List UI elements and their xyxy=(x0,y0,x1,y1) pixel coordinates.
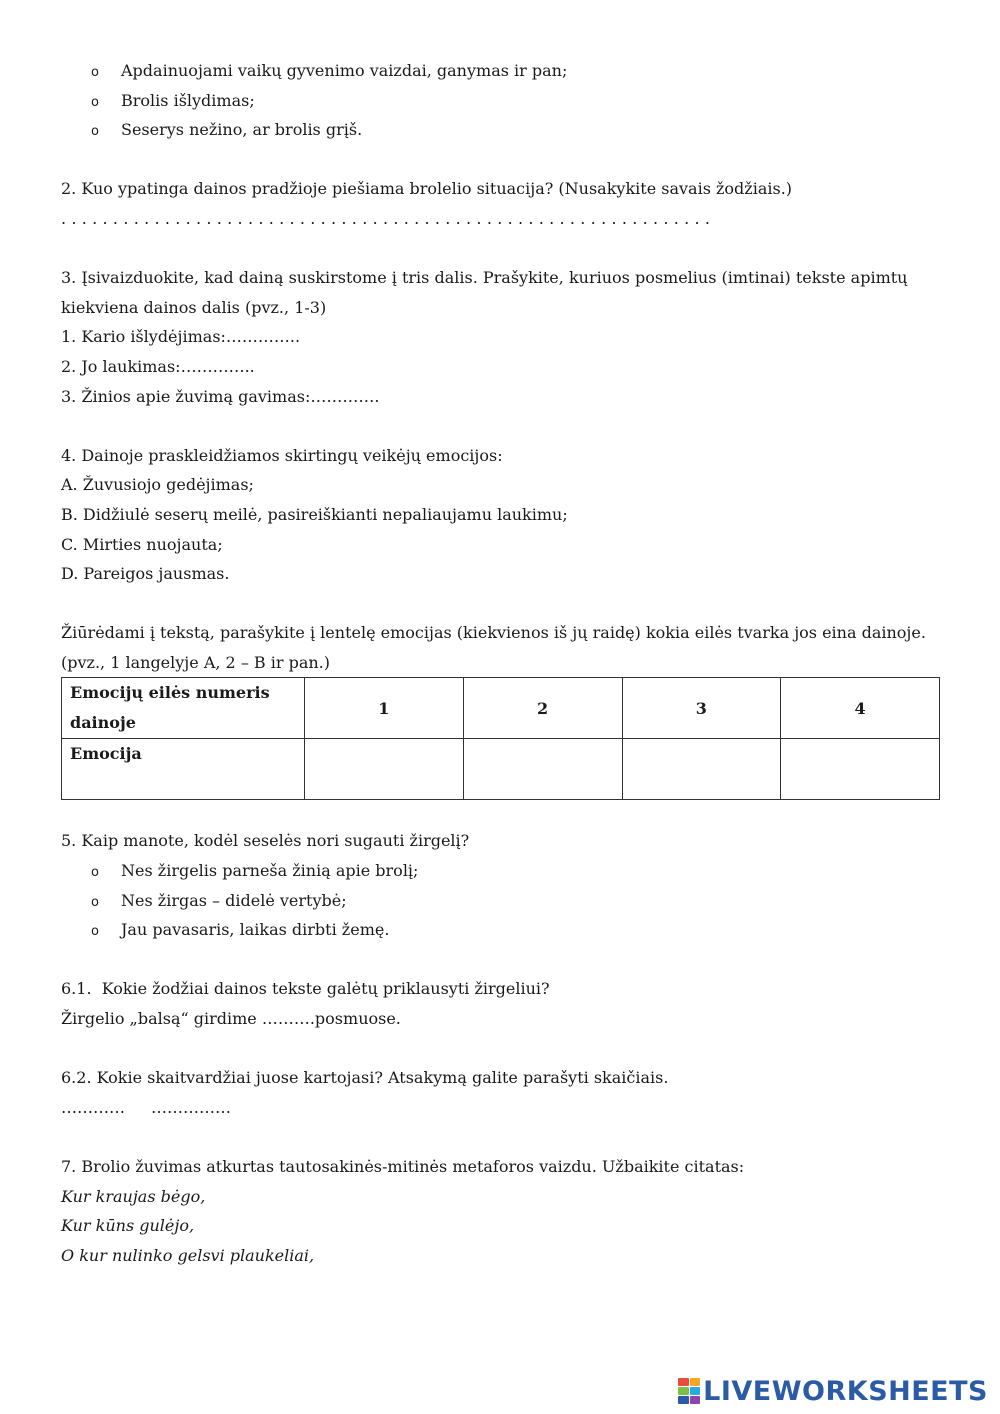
question-6-2: 6.2. Kokie skaitvardžiai juose kartojasi? Atsakymą galite parašyti skaičiais. xyxy=(61,1068,669,1088)
table-header-order: Emocijų eilės numeris dainoje xyxy=(62,678,305,739)
list-item: o Seserys nežino, ar brolis grįš. xyxy=(61,115,941,145)
quote-line-1: Kur kraujas bėgo, xyxy=(61,1186,206,1206)
list-item: o Apdainuojami vaikų gyvenimo vaizdai, ganymas ir pan; xyxy=(61,56,941,86)
table-instruction: Žiūrėdami į tekstą, parašykite į lentelę emocijas (kiekvienos iš jų raidę) kokia eilės tvarka jos eina dainoje. (pvz., 1 langelyje A, 2 – B ir pan.) xyxy=(61,623,926,672)
option-item[interactable]: o Jau pavasaris, laikas dirbti žemę. xyxy=(61,915,941,945)
table-col-4: 4 xyxy=(781,678,940,739)
emotion-order-table xyxy=(61,677,940,800)
bullet-icon: o xyxy=(91,124,99,140)
bullet-icon: o xyxy=(91,65,99,80)
question-5: 5. Kaip manote, kodėl seselės nori sugauti žirgelį? xyxy=(61,831,470,851)
liveworksheets-logo xyxy=(678,1374,988,1408)
list-item: o Brolis išlydimas; xyxy=(61,86,941,116)
worksheet-page xyxy=(61,56,941,1270)
table-col-3: 3 xyxy=(622,678,781,739)
question-4: 4. Dainoje praskleidžiamos skirtingų veikėjų emocijos: xyxy=(61,445,503,465)
answer-6-2 xyxy=(61,1093,941,1123)
option-item[interactable]: o Nes žirgelis parneša žinią apie brolį; xyxy=(61,856,941,886)
emotion-b: B. Didžiulė seserų meilė, pasireiškianti nepaliaujamu laukimu; xyxy=(61,504,568,524)
liveworksheets-logo-icon xyxy=(678,1378,700,1404)
emotion-c: C. Mirties nuojauta; xyxy=(61,534,223,554)
answer-6-1[interactable]: Žirgelio „balsą“ girdime ……….posmuose. xyxy=(61,1009,401,1029)
question-7: 7. Brolio žuvimas atkurtas tautosakinės-mitinės metaforos vaizdu. Užbaikite citatas: xyxy=(61,1157,745,1176)
q3-part-3[interactable]: 3. Žinios apie žuvimą gavimas:…………. xyxy=(61,386,380,406)
answer-blank-1[interactable]: ………… xyxy=(61,1097,125,1117)
question-3: 3. Įsivaizduokite, kad dainą suskirstome į tris dalis. Prašykite, kuriuos posmelius (imtinai) tekste apimtų kiekviena dainos dalis (pvz., 1-3) xyxy=(61,268,908,317)
quote-line-2: Kur kūns gulėjo, xyxy=(61,1216,195,1236)
quote-line-3: O kur nulinko gelsvi plaukeliai, xyxy=(61,1245,315,1265)
radio-icon[interactable]: o xyxy=(91,894,99,910)
radio-icon[interactable]: o xyxy=(91,865,99,881)
radio-icon[interactable]: o xyxy=(91,924,99,940)
emotion-cell-1[interactable] xyxy=(305,739,464,800)
emotion-d: D. Pareigos jausmas. xyxy=(61,564,230,584)
table-col-2: 2 xyxy=(463,678,622,739)
emotion-a: A. Žuvusiojo gedėjimas; xyxy=(61,475,254,495)
emotion-cell-2[interactable] xyxy=(463,739,622,800)
q3-part-2[interactable]: 2. Jo laukimas:………….. xyxy=(61,356,255,376)
q3-part-1[interactable]: 1. Kario išlydėjimas:………….. xyxy=(61,327,301,347)
emotion-cell-4[interactable] xyxy=(781,739,940,800)
answer-blank-2[interactable]: …………… xyxy=(151,1097,231,1117)
bullet-icon: o xyxy=(91,94,99,110)
question-6-1: 6.1. Kokie žodžiai dainos tekste galėtų priklausyti žirgeliui? xyxy=(61,979,550,999)
table-header-emotion: Emocija xyxy=(62,739,305,800)
answer-blank-2[interactable]: ............................................................... xyxy=(61,208,716,228)
logo-text: LIVEWORKSHEETS xyxy=(703,1375,988,1407)
table-col-1: 1 xyxy=(305,678,464,739)
emotion-cell-3[interactable] xyxy=(622,739,781,800)
question-2: 2. Kuo ypatinga dainos pradžioje piešiama brolelio situacija? (Nusakykite savais žodžiais.) xyxy=(61,179,793,199)
option-item[interactable]: o Nes žirgas – didelė vertybė; xyxy=(61,886,941,916)
